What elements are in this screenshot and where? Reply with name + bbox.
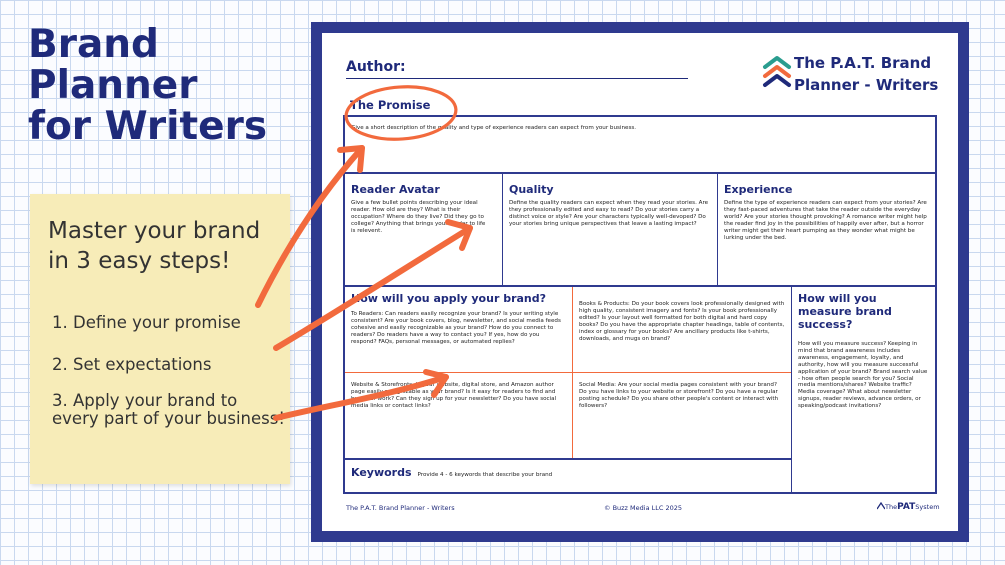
apply-website-text: Website & Storefronts: Is your website, digital store, and Amazon author page easily recognizable as your brand? Is it easy for readers to find and buy your work? Can they sign up for your newsletter? Do you have social media links or contact links? bbox=[351, 382, 557, 409]
apply-readers-text: To Readers: Can readers easily recognize your brand? Is your writing style consistent? Are your book covers, blog, newsletter, and social media feeds cohesive and easily recognizable as your brand? How do you connect to readers? Do readers have a way to contact you? If yes, how do you respond? FAQs, personal messages, or automated replies? bbox=[351, 311, 561, 345]
keywords-label: Keywords bbox=[351, 466, 412, 479]
arrow-2-line bbox=[276, 228, 470, 348]
step-3: 3. Apply your brand to every part of your business! bbox=[52, 391, 285, 428]
experience-text: Define the type of experience readers can expect from your stories? Are they fast-paced adventures that take the reader outside the everyday world? Are your stories thought provoking? A romance writer might help the reader find joy in the possibilities of happily ever after, but a horror writer might get their heart pumping as they wonder what might be lurking under the bed. bbox=[724, 200, 927, 241]
quality-label: Quality bbox=[509, 183, 554, 196]
author-label: Author: bbox=[346, 59, 406, 75]
quality-text: Define the quality readers can expect when they read your stories. Are they professionally edited and easy to read? Do your stories carry a distinct voice or style? Are your characters typically well-devoped? Do your stories bring unique perspectives that leave a lasting impact? bbox=[509, 200, 709, 227]
footer-left: The P.A.T. Brand Planner - Writers bbox=[346, 504, 455, 512]
footer-logo-bold: PAT bbox=[897, 502, 916, 512]
experience-label: Experience bbox=[724, 183, 793, 196]
footer-copyright: © Buzz Media LLC 2025 bbox=[604, 504, 683, 512]
apply-books-text: Books & Products: Do your book covers look professionally designed with high quality, consistent imagery and fonts? Is your book professionally edited? Is your layout well formatted for both digital and hard copy books? Do you have the appropriate chapter headings, table of contents, index or glossary for your books? Are ancillary products like t-shirts, downloads, and mugs on brand? bbox=[579, 301, 785, 342]
footer-logo-prefix: The bbox=[885, 503, 898, 511]
measure-label: How will you measure brand success? bbox=[798, 292, 892, 331]
title-line-1: Brand bbox=[28, 22, 159, 67]
title-line-3: for Writers bbox=[28, 104, 268, 149]
arrow-3-line bbox=[276, 377, 446, 418]
measure-text: How will you measure success? Keeping in mind that brand awareness includes awareness, engagement, loyalty, and authority, how will you measure successful application of your brand? Brand search value - how often people search for you? Social media mentions/shares? Website traffic? Media coverage? What about newsletter signups, reader reviews, advance orders, or speaking/podcast invitations? bbox=[798, 341, 928, 410]
apply-social-text: Social Media: Are your social media pages consistent with your brand? Do you have links to your website or storefront? Do you have a regular posting schedule? Do you share other people's content or interact with followers? bbox=[579, 382, 779, 409]
promise-label: The Promise bbox=[350, 98, 431, 112]
title-line-2: Planner bbox=[28, 63, 198, 108]
footer-logo-suffix: System bbox=[915, 503, 940, 511]
arrow-1-line bbox=[258, 148, 362, 305]
reader-avatar-text: Give a few bullet points describing your ideal reader. How old are they? What is their occupation? Where do they live? Did they go to college? Anything that brings your reader to life is relevent. bbox=[351, 200, 486, 234]
logo-text: The P.A.T. Brand Planner - Writers bbox=[794, 54, 939, 94]
promise-circle bbox=[344, 83, 457, 143]
reader-avatar-label: Reader Avatar bbox=[351, 183, 440, 196]
step-2: 2. Set expectations bbox=[52, 355, 212, 374]
keywords-text: Provide 4 - 6 keywords that describe your brand bbox=[417, 472, 553, 478]
apply-label: How will you apply your brand? bbox=[351, 292, 547, 305]
promise-text: Give a short description of the quality and type of experience readers can expect from your business. bbox=[351, 125, 637, 131]
note-headline: Master your brand in 3 easy steps! bbox=[48, 218, 261, 274]
step-1: 1. Define your promise bbox=[52, 313, 241, 332]
